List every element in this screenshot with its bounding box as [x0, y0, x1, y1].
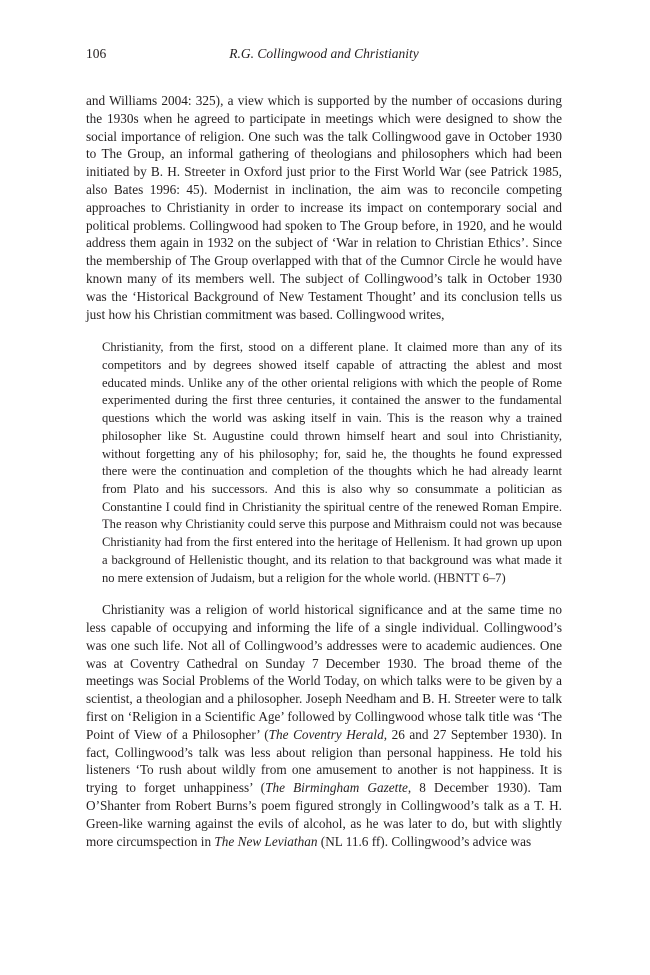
paragraph-text-3: , 8 December 1930). Tam O’Shanter from Robert Burns’s poem figured strongly in Collingwood’s talk as a T. H. Green-like warning against the evils of alcohol, as he was later to do, but with slightly more circumspection in — [86, 780, 562, 849]
page-header — [86, 46, 562, 64]
paragraph-text-4: (NL 11.6 ff). Collingwood’s advice was — [317, 833, 532, 849]
running-title: R.G. Collingwood and Christianity — [229, 46, 419, 61]
paragraph — [86, 601, 562, 850]
italic-title-new-leviathan: The New Leviathan — [214, 833, 318, 849]
italic-title-birmingham-gazette: The Birmingham Gazette — [265, 780, 408, 796]
paragraph-text-2: , 26 and 27 September 1930). In fact, Collingwood’s talk was less about religion than personal happiness. He told his listeners ‘To rush about wildly from one amusement to another is not happiness. It is trying to forget unhappiness’ ( — [86, 726, 562, 796]
paragraph-continued: and Williams 2004: 325), a view which is supported by the number of occasions during the 1930s when he agreed to participate in meetings which were designed to show the social importance of religion. One such was the talk Collingwood gave in October 1930 to The Group, an informal gathering of theologians and philosophers which had been initiated by B. H. Streeter in Oxford just prior to the First World War (see Patrick 1985, also Bates 1996: 45). Modernist in inclination, the aim was to reconcile competing approaches to Christianity in order to increase its impact on contemporary social and political problems. Collingwood had spoken to The Group before, in 1920, and he would address them again in 1932 on the subject of ‘War in relation to Christian Ethics’. Since the membership of The Group overlapped with that of the Cumnor Circle he would have known many of its members well. The subject of Collingwood’s talk in October 1930 was the ‘Historical Background of New Testament Thought’ and its conclusion tells us just how his Christian commitment was based. Collingwood writes, — [86, 93, 562, 322]
body-text — [86, 92, 562, 850]
paragraph-text-1: Christianity was a religion of world historical significance and at the same time no less capable of occupying and informing the life of a single individual. Collingwood’s was one such life. Not all of Collingwood’s addresses were to academic audiences. One was at Coventry Cathedral on Sunday 7 December 1930. The broad theme of the meetings was Social Problems of the World Today, on which talks were to be given by a scientist, a theologian and a philosopher. Joseph Needham and B. H. Streeter were to talk first on ‘Religion in a Scientific Age’ followed by Collingwood whose talk title was ‘The Point of View of a Philosopher’ ( — [86, 602, 562, 742]
block-quotation: Christianity, from the first, stood on a different plane. It claimed more than any of its competitors and by degrees showed itself capable of attracting the ablest and most educated minds. Unlike any of the other oriental religions with which the people of Rome experimented during the first three centuries, it contained the answer to the fundamental questions which the world was asking itself in vain. This is the reason why a trained philosopher like St. Augustine could thrown himself heart and soul into Christianity, without forgetting any of his philosophy; for, said he, the thoughts he found expressed there were the continuation and completion of the thoughts which he had already learnt from Plato and his successors. And this is also why so consummate a politician as Constantine I could find in Christianity the spiritual centre of the renewed Roman Empire. The reason why Christianity could serve this purpose and Mithraism could not was because Christianity had from the first entered into the heritage of Hellenism. It had grown up upon a background of Hellenistic thought, and its relation to that background was what made it no mere extension of Judaism, but a religion for the whole world. (HBNTT 6–7) — [102, 340, 562, 585]
page-number: 106 — [86, 46, 107, 61]
italic-title-coventry-herald: The Coventry Herald — [268, 726, 384, 742]
